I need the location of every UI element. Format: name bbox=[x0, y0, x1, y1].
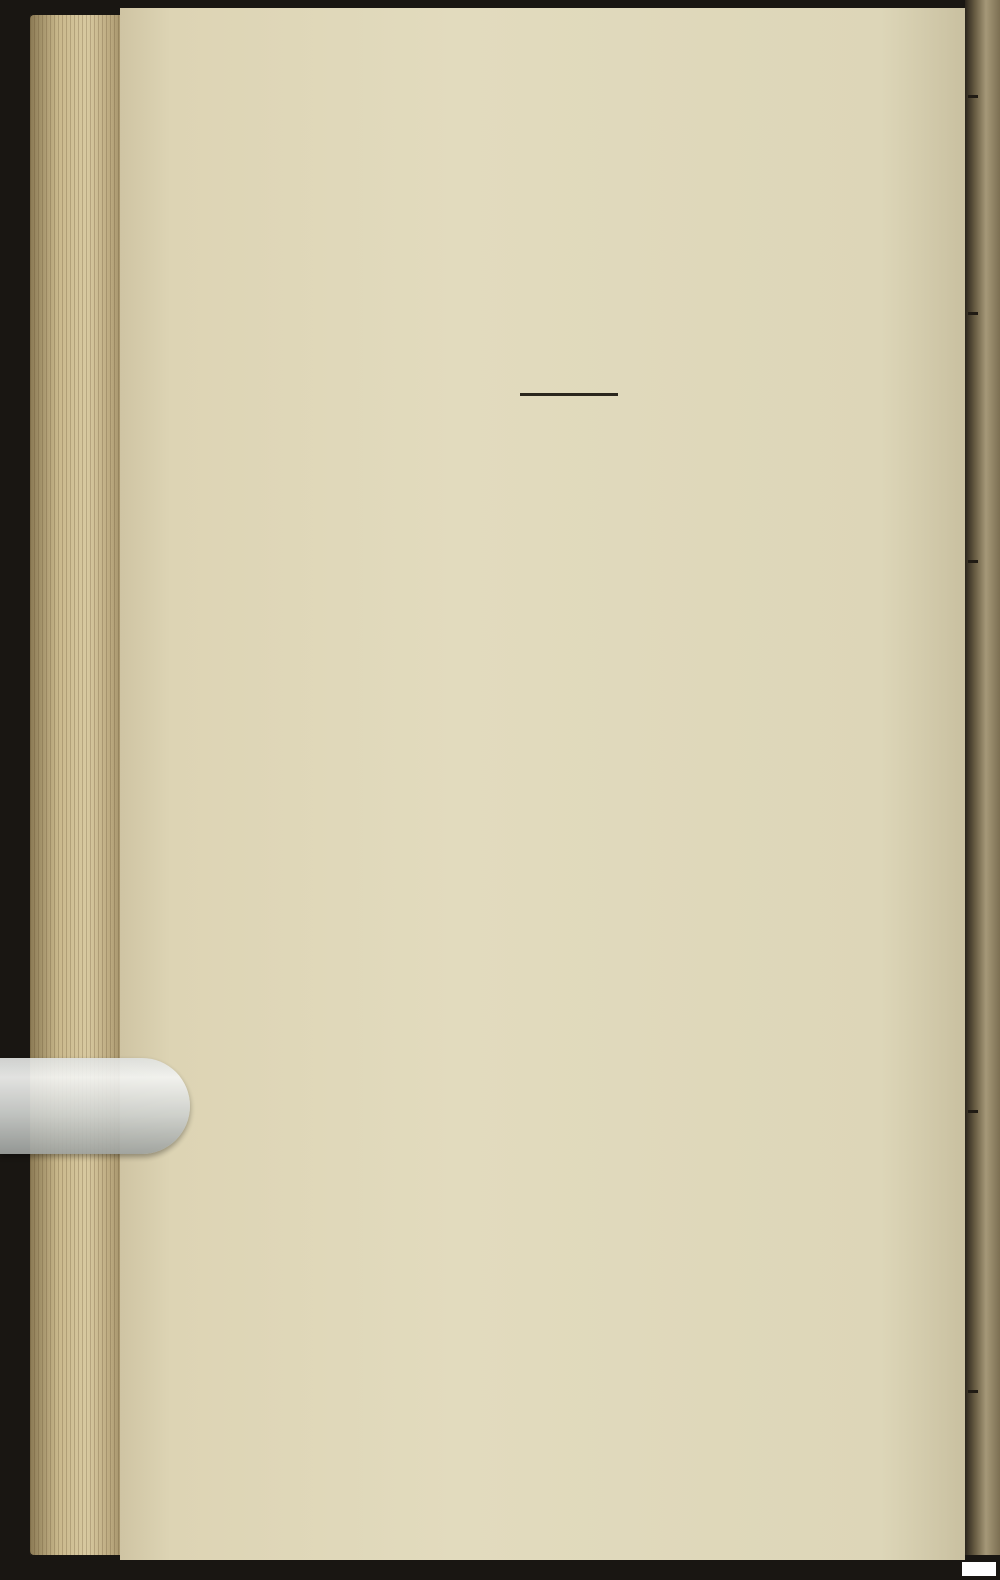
binding-thread bbox=[968, 1390, 978, 1393]
binding-thread bbox=[968, 312, 978, 315]
dfg-logo bbox=[962, 1562, 996, 1576]
book-page bbox=[120, 8, 965, 1560]
book-spine-edge bbox=[965, 0, 1000, 1555]
scene-divider-rule bbox=[520, 393, 618, 396]
binding-thread bbox=[968, 95, 978, 98]
binding-thread bbox=[968, 560, 978, 563]
page-holder-clip bbox=[0, 1058, 190, 1154]
book-page-edges bbox=[30, 15, 125, 1555]
binding-thread bbox=[968, 1110, 978, 1113]
